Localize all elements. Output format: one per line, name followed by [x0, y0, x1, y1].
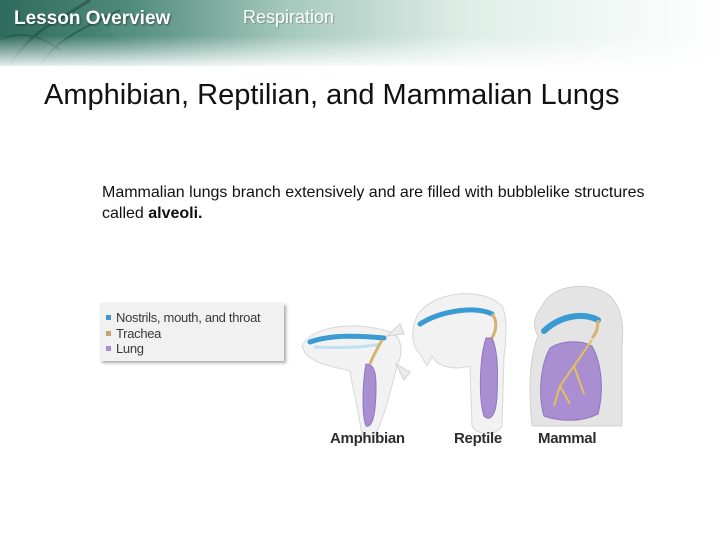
caption-amphibian: Amphibian	[330, 430, 405, 447]
amphibian-illustration	[302, 324, 410, 436]
lesson-overview-label: Lesson Overview	[14, 8, 171, 29]
reptile-illustration	[413, 294, 506, 434]
caption-mammal: Mammal	[538, 430, 597, 447]
legend-item-trachea	[106, 326, 161, 342]
body-text	[102, 182, 662, 224]
legend-label-lung: Lung	[116, 341, 144, 356]
legend-swatch-trachea	[106, 331, 111, 336]
section-label: Respiration	[243, 7, 335, 27]
body-text-main: Mammalian lungs branch extensively and are filled with bubblelike structures called	[102, 184, 645, 222]
mammal-illustration	[530, 286, 623, 426]
legend	[100, 303, 284, 361]
header-fade	[0, 36, 720, 70]
legend-swatch-airway	[106, 315, 111, 320]
legend-swatch-lung	[106, 346, 111, 351]
legend-item-lung	[106, 341, 144, 357]
caption-reptile: Reptile	[454, 430, 502, 447]
body-text-emphasis: alveoli.	[148, 205, 203, 222]
legend-label-trachea: Trachea	[116, 326, 162, 341]
legend-item-airway	[106, 310, 260, 326]
slide-title: Amphibian, Reptilian, and Mammalian Lungs	[44, 79, 620, 111]
legend-label-airway: Nostrils, mouth, and throat	[116, 310, 261, 325]
